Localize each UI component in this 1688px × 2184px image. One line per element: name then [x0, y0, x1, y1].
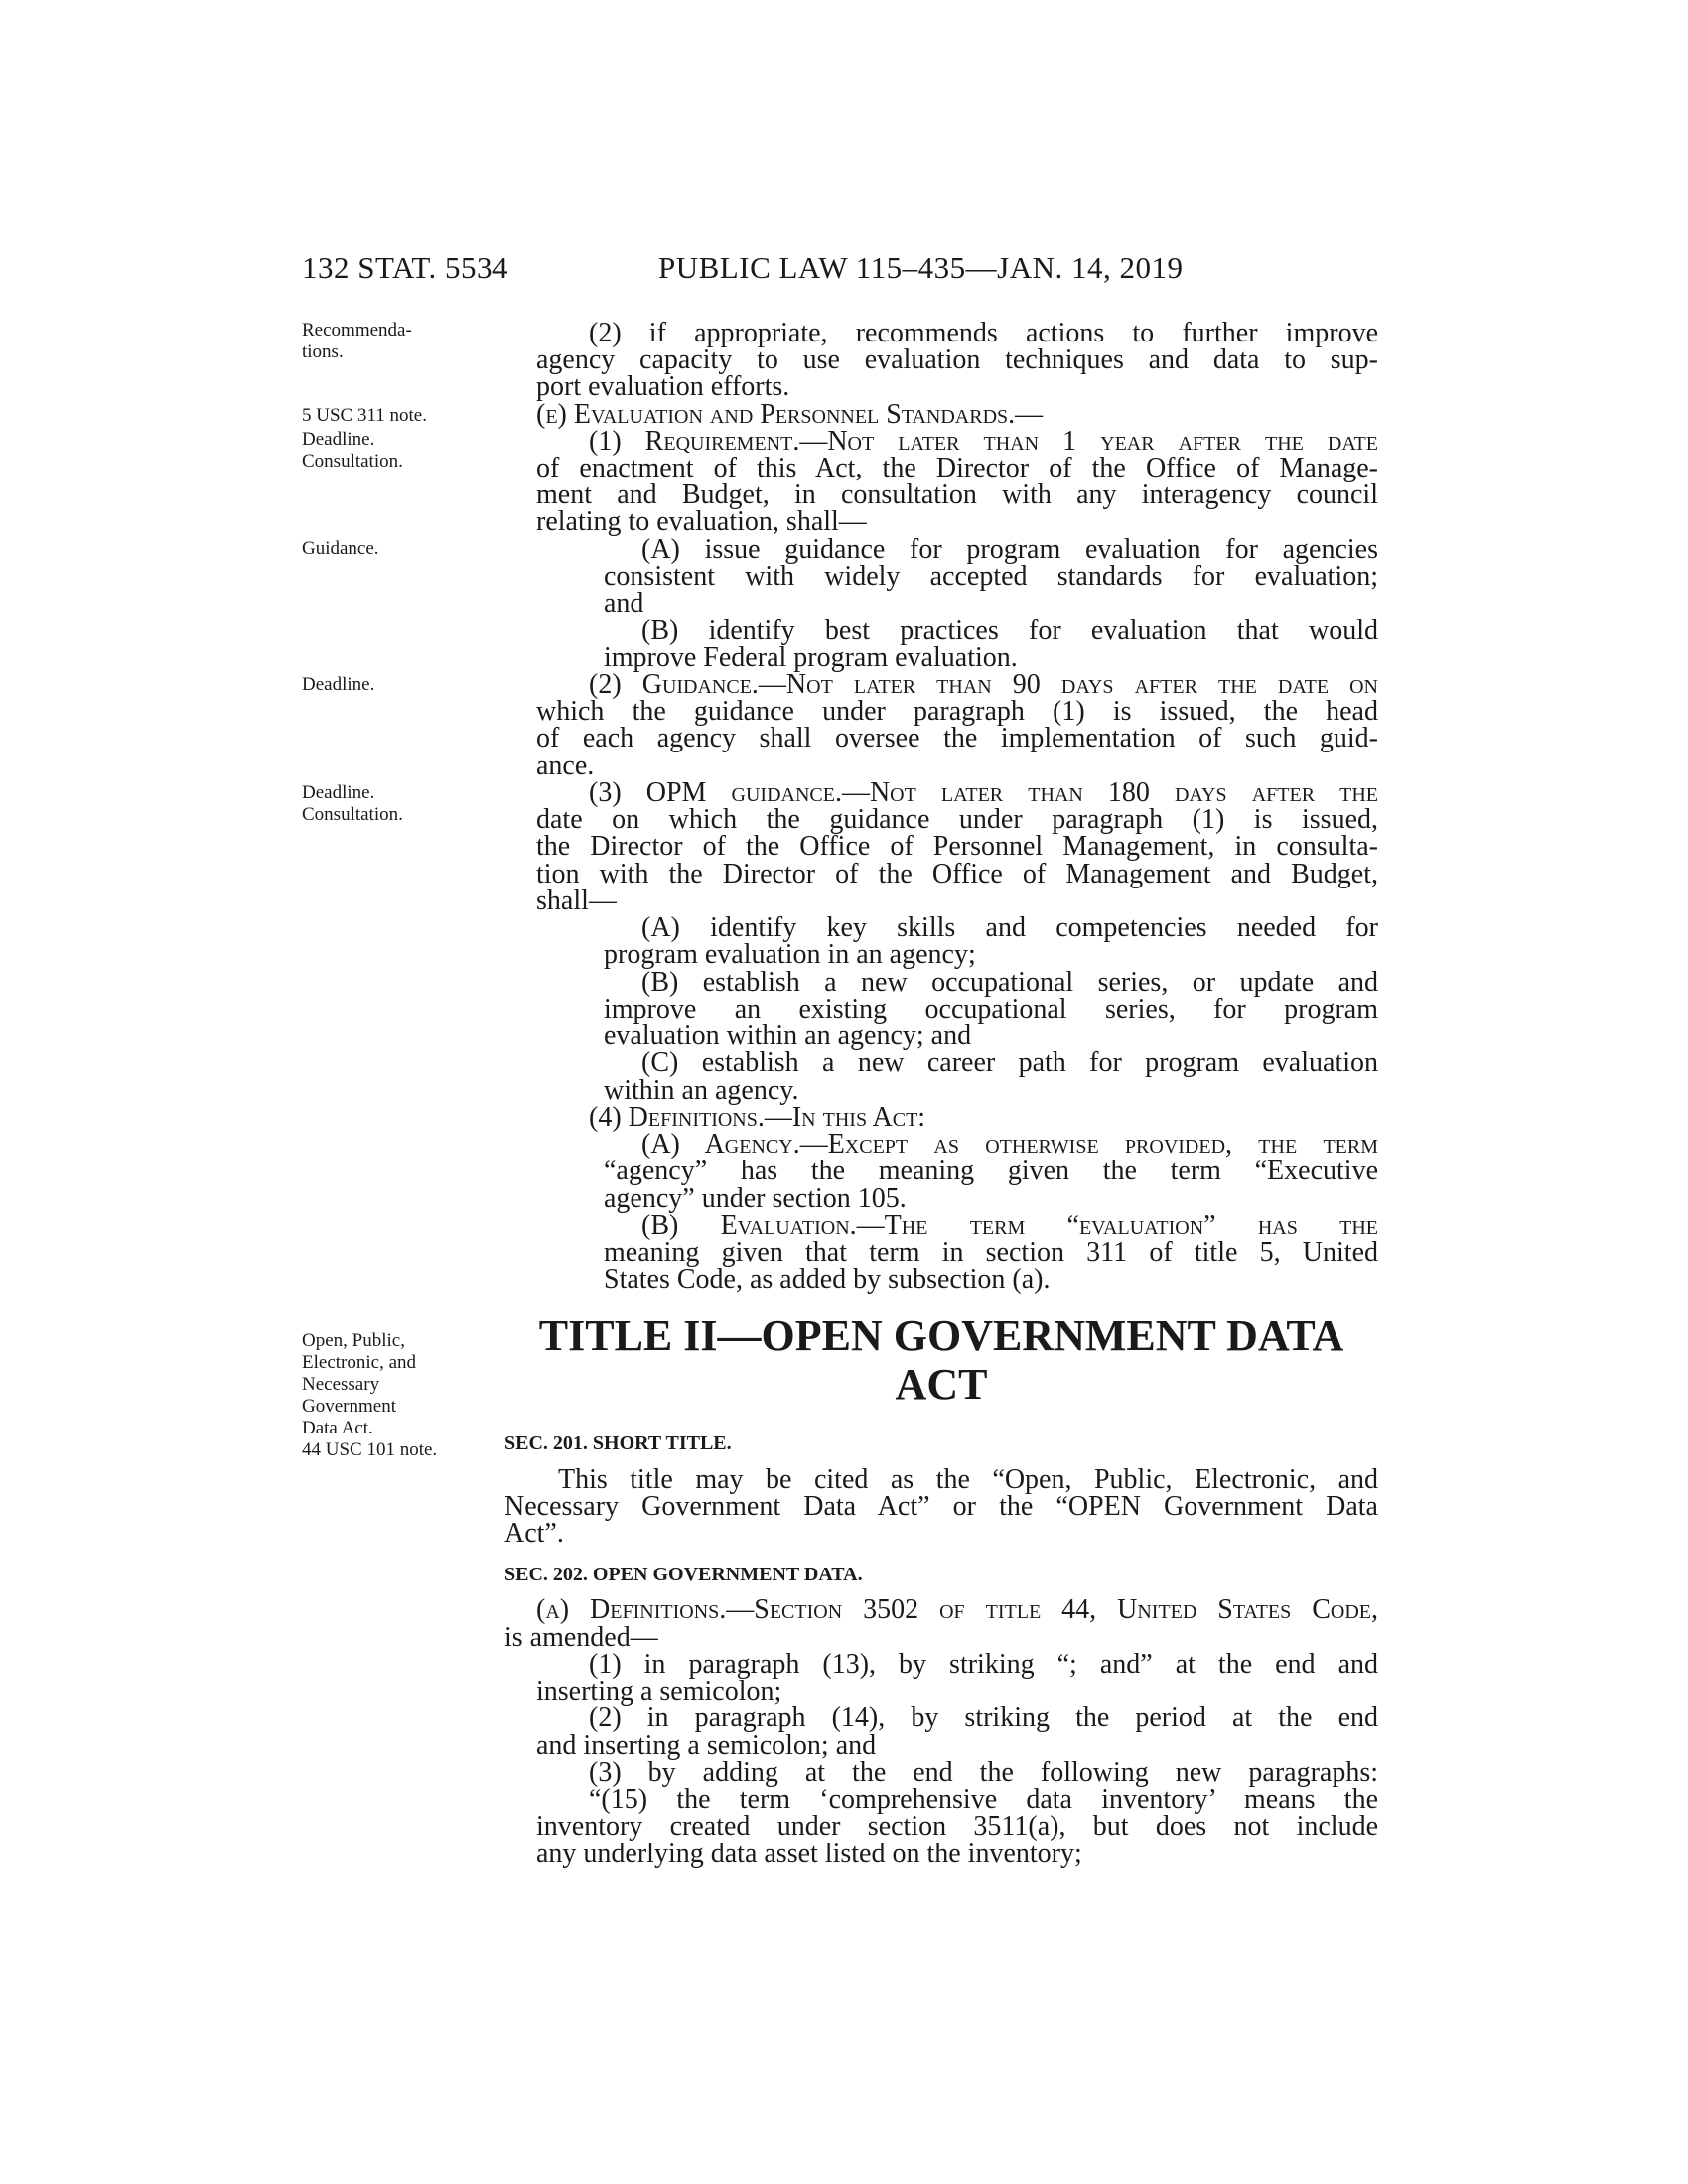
text-line: (C) establish a new career path for program evaluation [641, 1047, 1378, 1078]
running-header: PUBLIC LAW 115–435—JAN. 14, 2019 [658, 250, 1184, 285]
title-heading: ACT [895, 1360, 988, 1409]
text-line: which the guidance under paragraph (1) is issued, the head [536, 696, 1378, 727]
text-line: agency” under section 105. [604, 1183, 907, 1214]
text-line: (A) issue guidance for program evaluation for agencies [641, 534, 1378, 565]
text-line: of enactment of this Act, the Director of the Office of Manage- [536, 453, 1378, 483]
text-line: inventory created under section 3511(a), but does not include [536, 1811, 1378, 1842]
text-line: Necessary Government Data Act” or the “OPEN Government Data [504, 1491, 1378, 1522]
text-line: (4) Definitions.—In this Act: [589, 1102, 926, 1133]
text-line: (2) in paragraph (14), by striking the period at the end [589, 1703, 1378, 1733]
text-line: is amended— [504, 1622, 658, 1653]
page-citation: 132 STAT. 5534 [302, 250, 509, 285]
text-line: (B) establish a new occupational series, or update and [641, 967, 1378, 998]
text-line: (B) identify best practices for evaluation that would [641, 615, 1378, 646]
margin-note: Guidance. [302, 538, 379, 559]
text-line: consistent with widely accepted standards for evaluation; [604, 561, 1378, 592]
text-line: and [604, 588, 644, 618]
text-line: agency capacity to use evaluation techniques and data to sup- [536, 344, 1378, 375]
text-line: and inserting a semicolon; and [536, 1730, 877, 1761]
text-line: meaning given that term in section 311 of title 5, United [604, 1237, 1378, 1268]
text-line: of each agency shall oversee the implementation of such guid- [536, 723, 1378, 753]
subsection-heading: (e) Evaluation and Personnel Standards.— [536, 399, 1044, 430]
section-heading: SEC. 201. SHORT TITLE. [504, 1433, 732, 1454]
text-line: date on which the guidance under paragraph (1) is issued, [536, 804, 1378, 835]
text-line: (B) Evaluation.—The term “evaluation” has the [641, 1210, 1378, 1241]
text-line: tion with the Director of the Office of Management and Budget, [536, 859, 1378, 889]
text-line: States Code, as added by subsection (a). [604, 1264, 1051, 1295]
margin-note: Electronic, and [302, 1352, 417, 1373]
margin-note: Deadline. [302, 429, 375, 450]
text-line: the Director of the Office of Personnel Management, in consulta- [536, 831, 1378, 862]
text-line: within an agency. [604, 1075, 799, 1106]
text-line: Act”. [504, 1518, 564, 1549]
margin-note: Open, Public, [302, 1330, 405, 1351]
margin-note: Deadline. [302, 674, 375, 695]
text-line: evaluation within an agency; and [604, 1021, 972, 1051]
title-heading: TITLE II—OPEN GOVERNMENT DATA [538, 1311, 1344, 1360]
text-line: “agency” has the meaning given the term “Executive [604, 1156, 1378, 1186]
text-line: (1) Requirement.—Not later than 1 year after the date [589, 426, 1378, 457]
text-line: ance. [536, 751, 595, 781]
text-line: relating to evaluation, shall— [536, 506, 867, 537]
margin-note: tions. [302, 341, 344, 362]
text-line: port evaluation efforts. [536, 371, 790, 402]
margin-note: Government [302, 1396, 396, 1417]
text-line: (2) if appropriate, recommends actions to further improve [589, 318, 1378, 348]
text-line: (A) identify key skills and competencies needed for [641, 912, 1378, 943]
margin-note: Necessary [302, 1374, 380, 1395]
text-line: any underlying data asset listed on the inventory; [536, 1839, 1082, 1869]
margin-note: Deadline. [302, 782, 375, 803]
text-line: (2) Guidance.—Not later than 90 days after the date on [589, 669, 1378, 700]
margin-note: Recommenda- [302, 320, 412, 341]
text-line: shall— [536, 886, 617, 916]
margin-note: 44 USC 101 note. [302, 1439, 438, 1460]
text-line: ment and Budget, in consultation with any interagency council [536, 479, 1378, 510]
margin-note: Consultation. [302, 451, 403, 472]
text-line: program evaluation in an agency; [604, 939, 976, 970]
margin-note: Consultation. [302, 804, 403, 825]
margin-note: 5 USC 311 note. [302, 405, 427, 426]
text-line: (A) Agency.—Except as otherwise provided, the term [641, 1129, 1378, 1160]
text-line: “(15) the term ‘comprehensive data inventory’ means the [589, 1784, 1378, 1815]
text-line: (3) OPM guidance.—Not later than 180 days after the [589, 777, 1378, 808]
text-line: This title may be cited as the “Open, Public, Electronic, and [558, 1464, 1378, 1495]
text-line: inserting a semicolon; [536, 1676, 782, 1706]
text-line: improve an existing occupational series, for program [604, 994, 1378, 1024]
text-line: (a) Definitions.—Section 3502 of title 44, United States Code, [536, 1594, 1378, 1625]
margin-note: Data Act. [302, 1418, 373, 1438]
section-heading: SEC. 202. OPEN GOVERNMENT DATA. [504, 1564, 863, 1585]
text-line: (1) in paragraph (13), by striking “; and” at the end and [589, 1649, 1378, 1680]
text-line: (3) by adding at the end the following new paragraphs: [589, 1757, 1378, 1788]
text-line: improve Federal program evaluation. [604, 642, 1018, 673]
